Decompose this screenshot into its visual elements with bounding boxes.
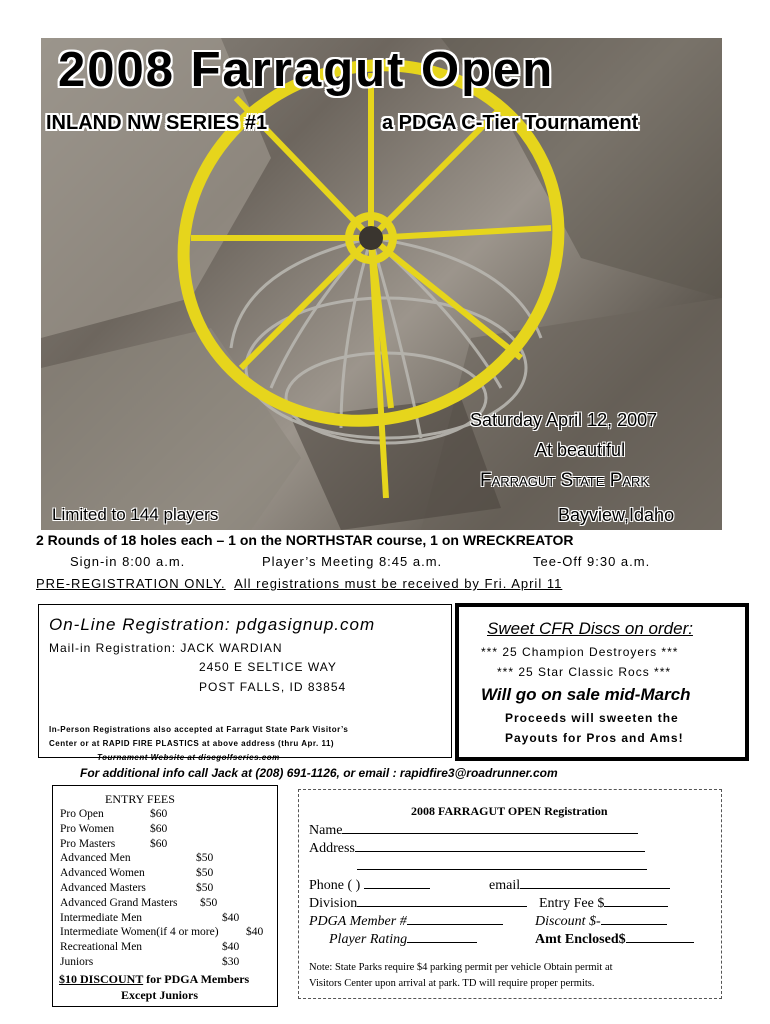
in-person-line-2: Center or at RAPID FIRE PLASTICS at above address (thru Apr. 11) (49, 739, 335, 748)
entry-fee-label: Entry Fee $ (539, 896, 605, 911)
address-line-1: 2450 E SELTICE WAY (199, 660, 337, 674)
fee-division: Advanced Grand Masters (60, 896, 178, 909)
fee-price: $40 (222, 941, 240, 954)
discount-label: Discount $- (535, 914, 601, 929)
fee-price: $60 (150, 837, 168, 850)
cfr-line-3: Will go on sale mid-March (481, 685, 691, 704)
address-field-2[interactable] (357, 856, 647, 875)
park-name: Farragut State Park (480, 470, 650, 491)
name-field[interactable] (309, 820, 638, 839)
discount-exception: Except Juniors (121, 988, 199, 1002)
event-title: 2008 Farragut Open (58, 43, 555, 97)
amt-label: Amt Enclosed$ (535, 932, 626, 947)
fee-division: Advanced Masters (60, 882, 146, 894)
phone-field[interactable] (309, 875, 430, 894)
player-rating-field[interactable] (329, 929, 477, 948)
fee-division: Intermediate Women(if 4 or more) (60, 926, 219, 939)
player-limit: Limited to 144 players (52, 505, 219, 524)
fee-division: Advanced Women (60, 867, 145, 880)
fee-price: $60 (150, 822, 168, 835)
registration-info-box (38, 604, 452, 762)
fee-division: Recreational Men (60, 941, 143, 954)
prereg-only: PRE-REGISTRATION ONLY. (36, 576, 226, 591)
fee-price: $30 (222, 956, 240, 968)
entry-fees-box (52, 785, 278, 1007)
town-label: Bayview,Idaho (558, 505, 675, 525)
entry-fee-field[interactable] (539, 893, 668, 912)
cfr-line-1: *** 25 Champion Destroyers *** (481, 645, 679, 659)
rating-label: Player Rating (329, 932, 408, 947)
tournament-website: Tournament Website at discgolfseries.com (97, 753, 280, 762)
discount-field[interactable] (535, 911, 667, 930)
contact-info: For additional info call Jack at (208) 691-1126, or email : rapidfire3@roadrunner.com (80, 766, 558, 780)
fee-division: Juniors (60, 956, 94, 968)
cfr-discs-box (455, 603, 749, 761)
in-person-line-1: In-Person Registrations also accepted at Farragut State Park Visitor’s (49, 725, 349, 734)
fee-price: $50 (196, 852, 214, 865)
meeting-time: Player’s Meeting 8:45 a.m. (262, 554, 443, 569)
division-label: Division (309, 896, 358, 911)
rounds-info: 2 Rounds of 18 holes each – 1 on the NORTHSTAR course, 1 on WRECKREATOR (36, 532, 574, 548)
fee-price: $50 (196, 867, 214, 880)
address-field[interactable] (309, 838, 645, 857)
phone-label: Phone ( ) (309, 878, 361, 893)
email-label: email (489, 878, 521, 893)
registration-form (298, 789, 722, 999)
teeoff-time: Tee-Off 9:30 a.m. (533, 554, 651, 569)
fee-price: $50 (200, 896, 218, 909)
address-label: Address (309, 841, 355, 856)
name-label: Name (309, 823, 343, 838)
tier-label: a PDGA C-Tier Tournament (382, 112, 639, 134)
cfr-line-4: Proceeds will sweeten the (505, 711, 679, 725)
online-registration: On-Line Registration: pdgasignup.com (49, 615, 376, 634)
event-date: Saturday April 12, 2007 (470, 410, 658, 430)
at-label: At beautiful (535, 440, 626, 460)
cfr-line-2: *** 25 Star Classic Rocs *** (497, 665, 672, 679)
fee-division: Pro Women (60, 822, 115, 835)
prereg-deadline: All registrations must be received by Fri. April 11 (234, 576, 563, 591)
cfr-title: Sweet CFR Discs on order: (487, 619, 693, 638)
form-title: 2008 FARRAGUT OPEN Registration (411, 804, 608, 818)
pdga-number-field[interactable] (309, 911, 503, 930)
pdga-label: PDGA Member # (309, 914, 407, 929)
amount-enclosed-field[interactable] (535, 929, 694, 948)
fee-price: $50 (196, 882, 214, 894)
fee-division: Advanced Men (60, 852, 131, 865)
fee-price: $40 (246, 926, 264, 939)
fee-price: $40 (222, 911, 240, 924)
parking-note-1: Note: State Parks require $4 parking permit per vehicle Obtain permit at (309, 962, 613, 973)
discount-amount: $10 DISCOUNT (59, 972, 144, 986)
fee-division: Pro Open (60, 808, 104, 820)
pdga-discount (59, 972, 249, 987)
parking-note-2: Visitors Center upon arrival at park. TD will require proper permits. (309, 978, 595, 989)
division-field[interactable] (309, 893, 527, 912)
email-field[interactable] (489, 875, 670, 894)
cfr-line-5: Payouts for Pros and Ams! (505, 731, 684, 745)
signin-time: Sign-in 8:00 a.m. (70, 554, 186, 569)
fee-division: Intermediate Men (60, 911, 143, 924)
series-label: INLAND NW SERIES #1 (46, 112, 268, 134)
address-line-2: POST FALLS, ID 83854 (199, 680, 347, 694)
entry-fees-title: ENTRY FEES (105, 792, 175, 806)
fee-division: Pro Masters (60, 837, 116, 850)
fee-price: $60 (150, 808, 168, 820)
preregistration-notice (36, 576, 562, 591)
discount-rest: for PDGA Members (143, 972, 250, 986)
mail-in-registration: Mail-in Registration: JACK WARDIAN (49, 641, 283, 655)
